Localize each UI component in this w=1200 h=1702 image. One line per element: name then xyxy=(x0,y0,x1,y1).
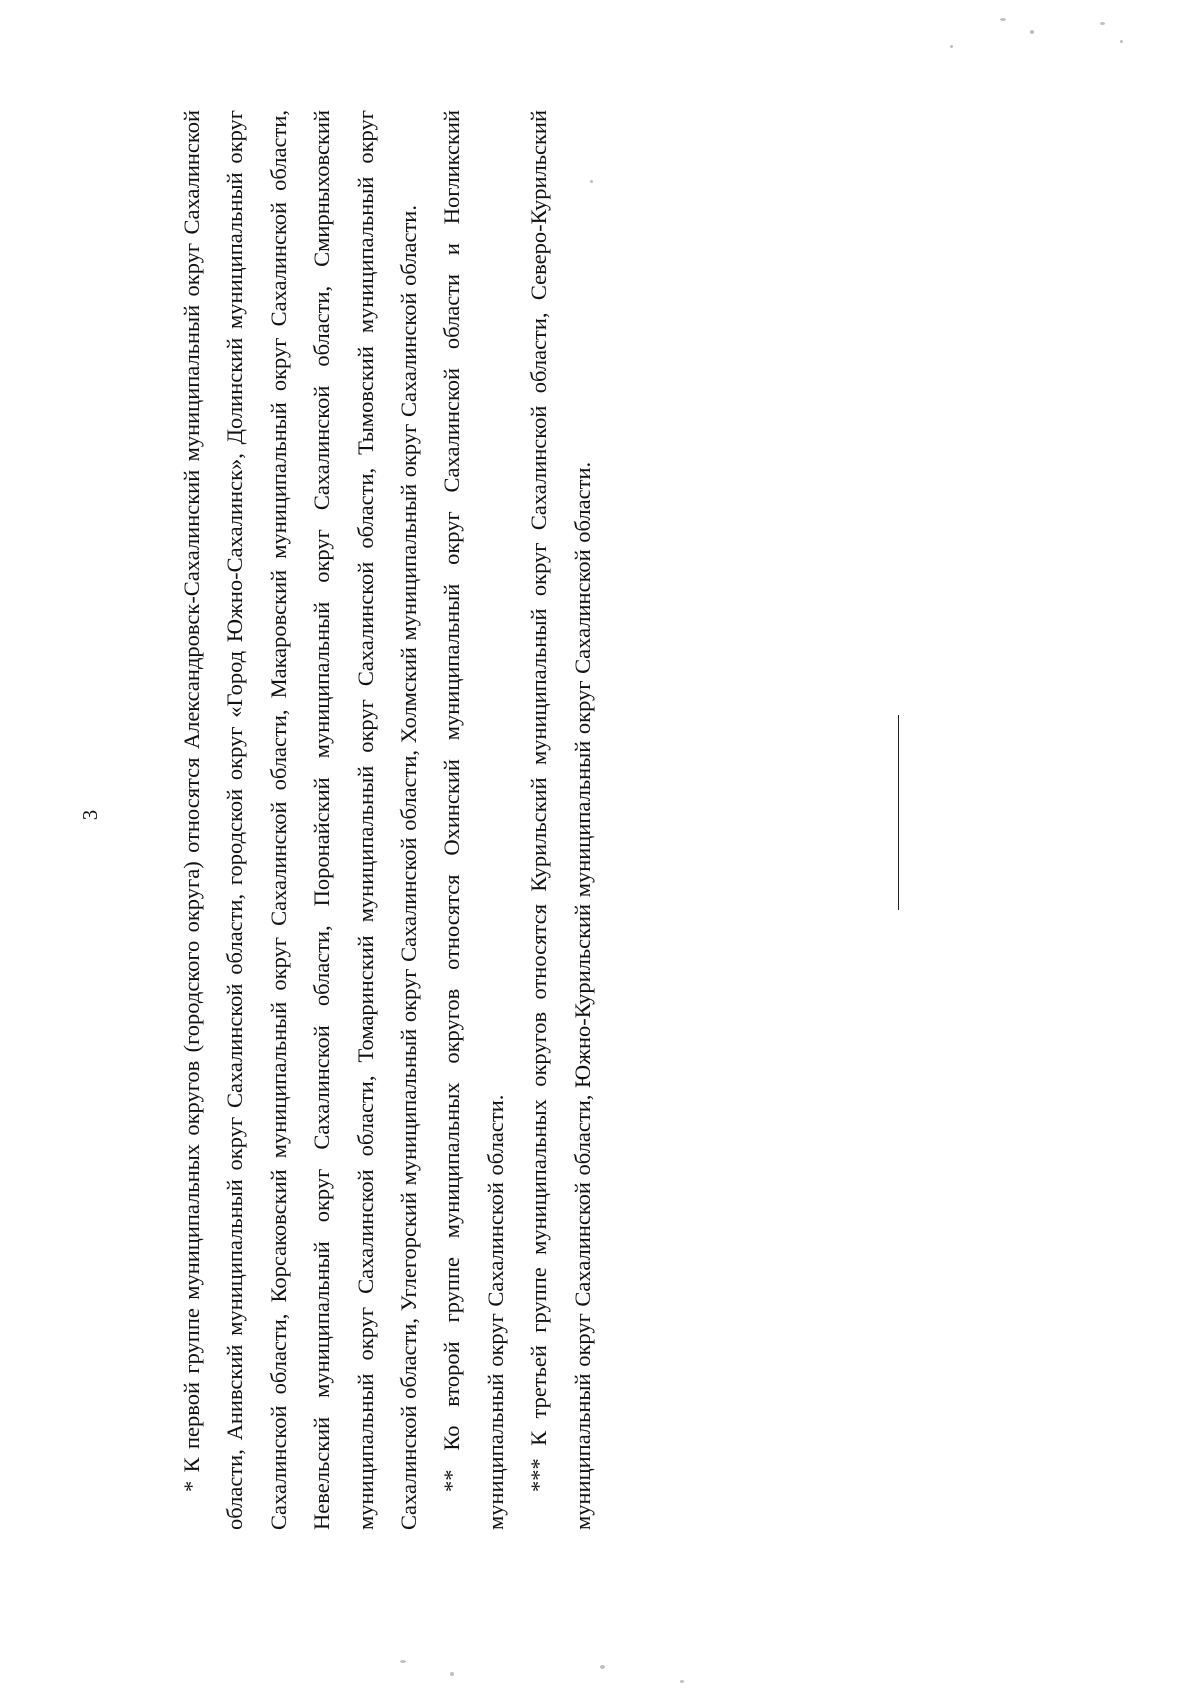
footnote-second-group xyxy=(430,110,517,1530)
scan-artifact xyxy=(1120,40,1123,43)
footnote-third-group xyxy=(517,110,604,1530)
footnote-marker: * xyxy=(179,1480,204,1492)
scan-artifact xyxy=(950,45,953,48)
footnote-text: Ко второй группе муниципальных округов относятся Охинский муниципальный округ Сахалинской области и Ногликский муниципальный округ Сахалинской области. xyxy=(439,110,508,1530)
scan-artifact xyxy=(400,1660,406,1663)
scan-artifact xyxy=(1100,22,1105,25)
scan-artifact xyxy=(600,1665,605,1669)
page-number: 3 xyxy=(78,809,102,821)
scan-artifact xyxy=(450,1672,454,1676)
end-divider-line xyxy=(898,715,899,910)
footnote-text: К третьей группе муниципальных округов относятся Курильский муниципальный округ Сахалинской области, Северо-Курильский муниципальный округ Сахалинской области, Южно-Курильский муниципальный округ Сахалинской области. xyxy=(526,110,595,1530)
scan-artifact xyxy=(1030,30,1034,34)
footnote-marker: ** xyxy=(439,1469,465,1492)
scan-artifact xyxy=(1000,18,1006,21)
rotated-content xyxy=(78,110,790,1530)
footnotes-block xyxy=(170,110,604,1530)
footnote-first-group xyxy=(170,110,430,1530)
scan-artifact xyxy=(680,1680,684,1683)
footnote-text: К первой группе муниципальных округов (городского округа) относятся Александровск-Сахалинский муниципальный округ Сахалинской области, Анивский муниципальный округ Сахалинской области, городской округ «Город Южно-Сахалинск», Долинский муниципальный округ Сахалинской области, Корсаковский муниципальный округ Сахалинской области, Макаровский муниципальный округ Сахалинской области, Невельский муниципальный округ Сахалинской области, Поронайский муниципальный округ Сахалинской области, Смирныховский муниципальный округ Сахалинской области, Томаринский муниципальный округ Сахалинской области, Тымовский муниципальный округ Сахалинской области, Углегорский муниципальный округ Сахалинской области, Холмский муниципальный округ Сахалинской области. xyxy=(179,110,422,1530)
footnote-marker: *** xyxy=(526,1458,552,1492)
